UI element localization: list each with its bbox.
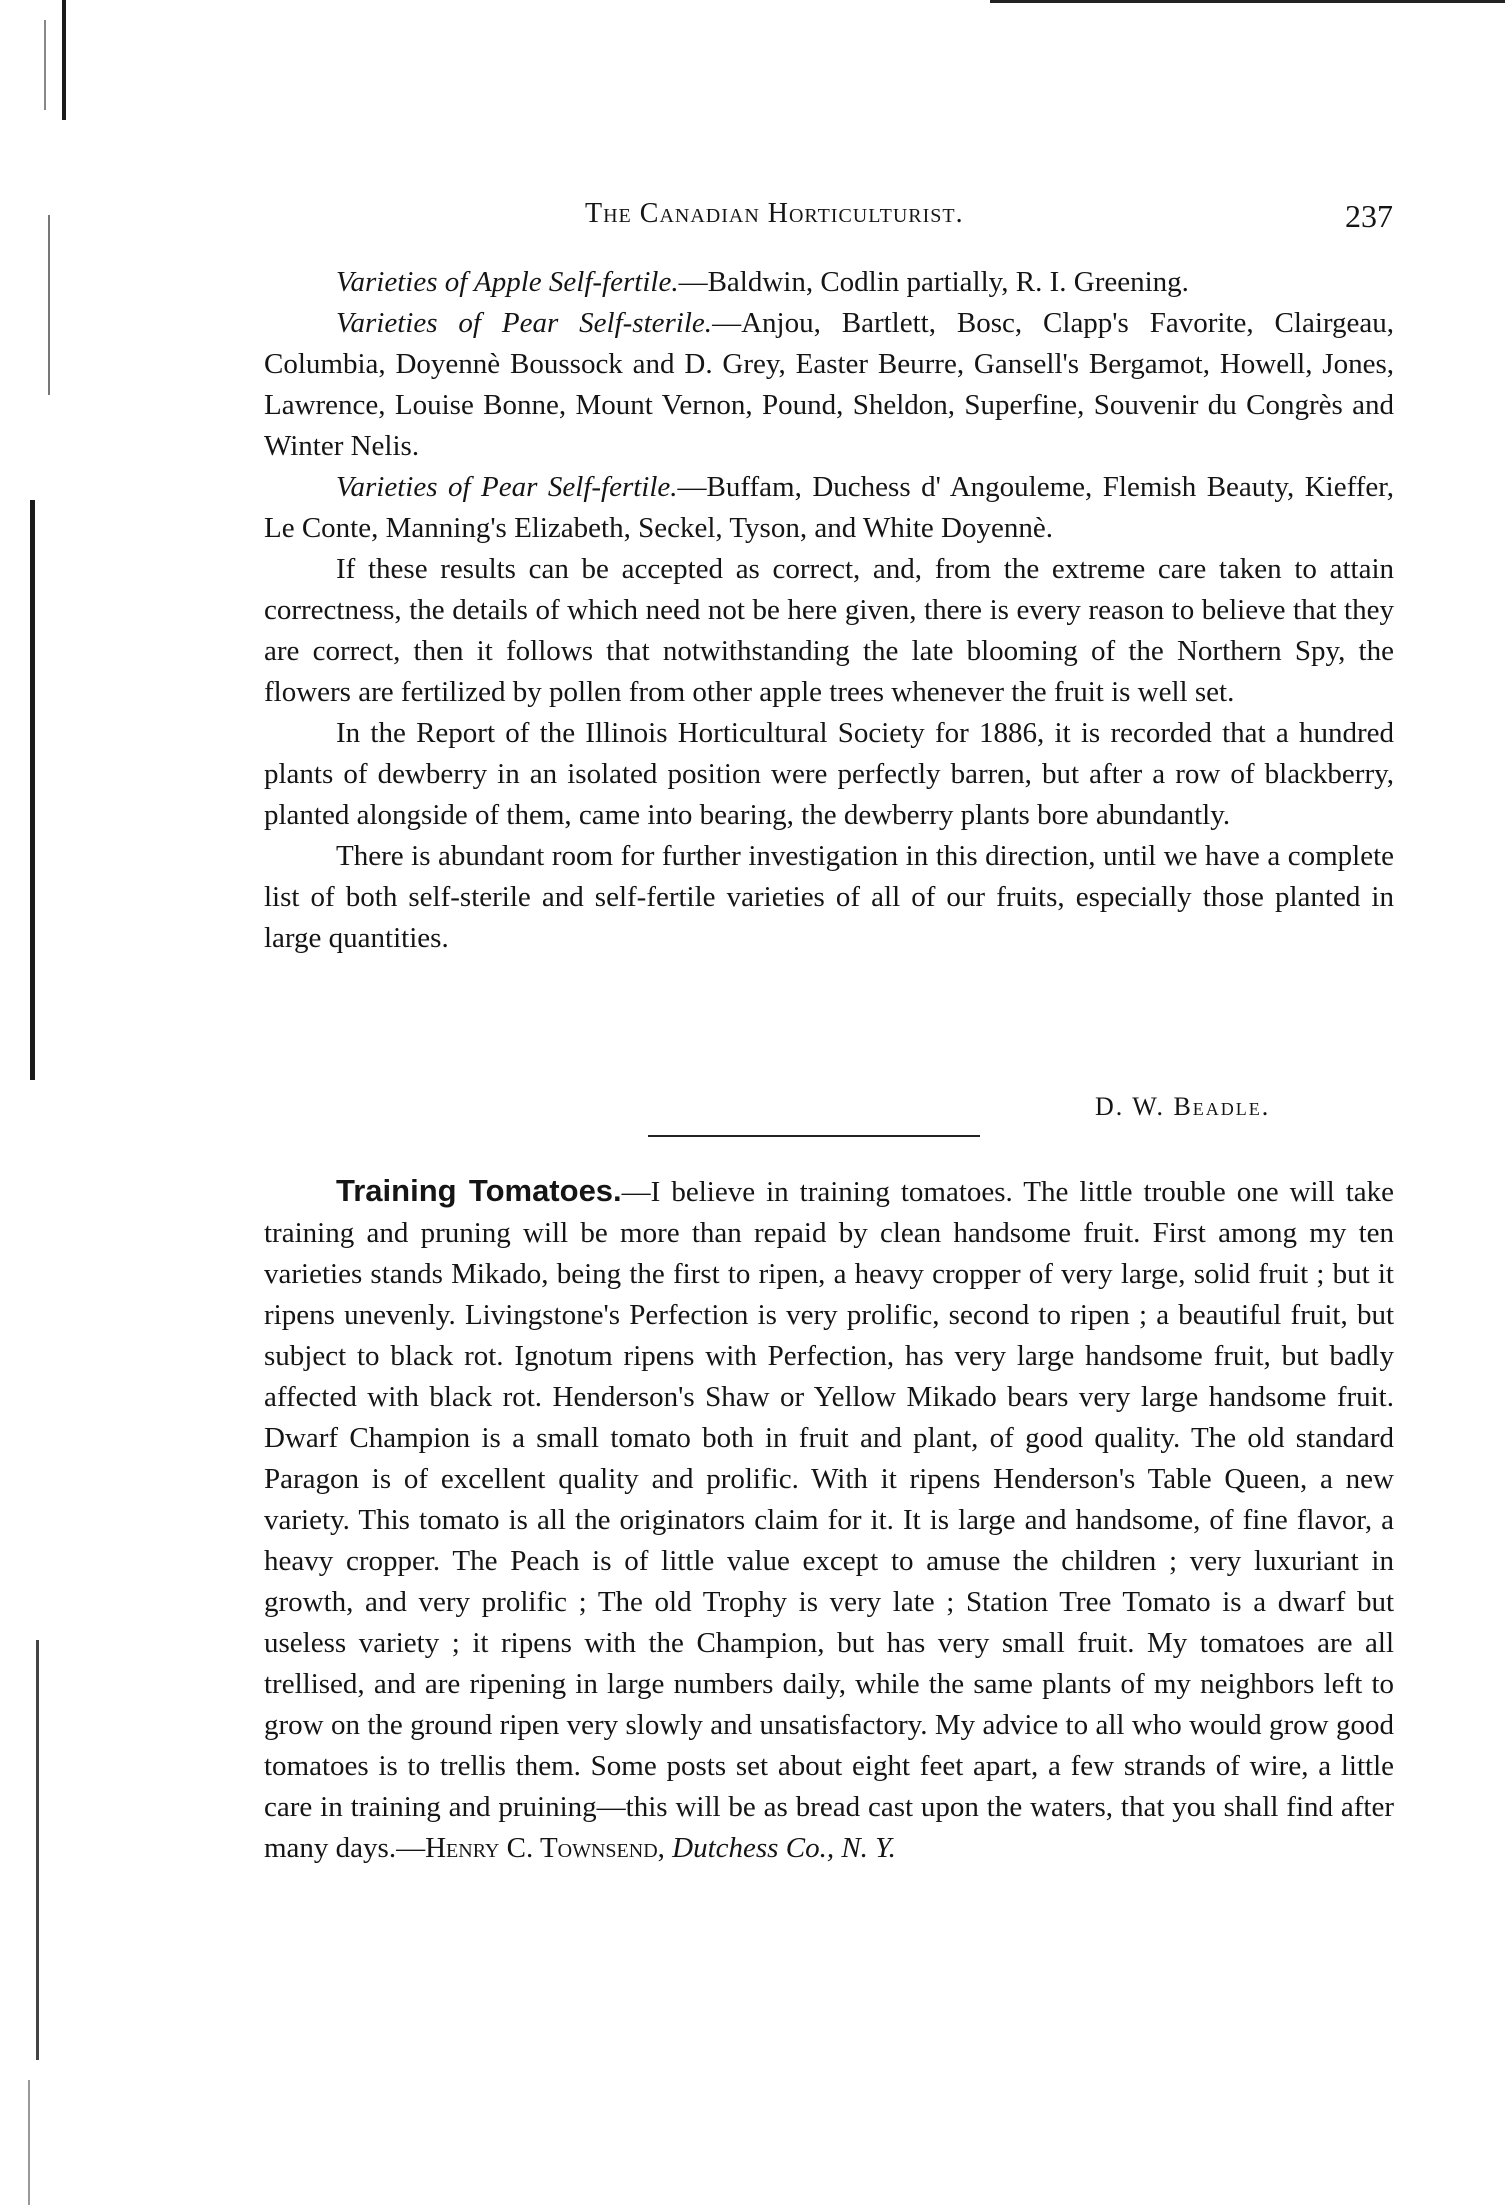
- paragraph-text: In the Report of the Illinois Horticultural Society for 1886, it is recorded that a hundred plants of dewberry in an isolated position were perfectly barren, but after a row of blackberry, planted alongside of them, came into bearing, the dewberry plants bore abundantly.: [264, 717, 1394, 831]
- article-beadle: [264, 262, 1394, 959]
- paragraph-lead: Varieties of Pear Self-sterile.: [336, 307, 713, 339]
- paragraph: [264, 262, 1394, 303]
- page-number: 237: [1345, 198, 1393, 234]
- paragraph-text: —Baldwin, Codlin partially, R. I. Greening.: [678, 266, 1189, 298]
- binding-mark: [44, 20, 46, 110]
- top-edge-rule: [990, 0, 1505, 3]
- paragraph: [264, 713, 1394, 836]
- paragraph-text: —Buffam, Duchess d' Angouleme, Flemish Beauty, Kieffer, Le Conte, Manning's Elizabeth, Seckel, Tyson, and White Doyennè.: [264, 471, 1394, 544]
- paragraph: [264, 549, 1394, 713]
- author-signature: D. W. Beadle.: [1095, 1092, 1271, 1121]
- binding-mark: [30, 500, 35, 1080]
- paragraph-text: —Anjou, Bartlett, Bosc, Clapp's Favorite, Clairgeau, Columbia, Doyennè Boussock and D. Grey, Easter Beurre, Gansell's Bergamot, Howell, Jones, Lawrence, Louise Bonne, Mount Vernon, Pound, Sheldon, Superfine, Souvenir du Congrès and Winter Nelis.: [264, 307, 1395, 462]
- paragraph-lead: Varieties of Apple Self-fertile.: [336, 266, 679, 298]
- running-title: The Canadian Horticulturist.: [585, 198, 964, 229]
- binding-mark: [62, 0, 66, 120]
- paragraph-text: If these results can be accepted as correct, and, from the extreme care taken to attain correctness, the details of which need not be here given, there is every reason to believe that they are correct, then it follows that notwithstanding the late blooming of the Northern Spy, the flowers are fertilized by pollen from other apple trees whenever the fruit is well set.: [264, 553, 1394, 708]
- paragraph: [264, 1170, 1394, 1869]
- binding-mark: [48, 215, 50, 395]
- paragraph-text: There is abundant room for further investigation in this direction, until we have a complete list of both self-sterile and self-fertile varieties of all of our fruits, especially those planted in large quantities.: [264, 840, 1394, 954]
- paragraph-lead: Varieties of Pear Self-fertile.: [336, 471, 678, 503]
- author-name: Henry C. Townsend,: [425, 1832, 665, 1864]
- paragraph: [264, 303, 1394, 467]
- article-heading: Training Tomatoes.: [336, 1173, 622, 1208]
- paragraph-text: —I believe in training tomatoes. The little trouble one will take training and pruning will be more than repaid by clean handsome fruit. First among my ten varieties stands Mikado, being the first to ripen, a heavy cropper of very large, solid fruit ; but it ripens unevenly. Livingstone's Perfection is very prolific, second to ripen ; a beautiful fruit, but subject to black rot. Ignotum ripens with Perfection, has very large handsome fruit, but badly affected with black rot. Henderson's Shaw or Yellow Mikado bears very large handsome fruit. Dwarf Champion is a small tomato both in fruit and plant, of good quality. The old standard Paragon is of excellent quality and prolific. With it ripens Henderson's Table Queen, a new variety. This tomato is all the originators claim for it. It is large and handsome, of fine flavor, a heavy cropper. The Peach is of little value except to amuse the children ; very luxuriant in growth, and very prolific ; The old Trophy is very late ; Station Tree Tomato is a dwarf but useless variety ; it ripens with the Champion, but has very small fruit. My tomatoes are all trellised, and are ripening in large numbers daily, while the same plants of my neighbors left to grow on the ground ripen very slowly and unsatisfactory. My advice to all who would grow good tomatoes is to trellis them. Some posts set about eight feet apart, a few strands of wire, a little care in training and pruining—this will be as bread cast upon the waters, that you shall find after many days.—: [264, 1176, 1394, 1864]
- article-training-tomatoes: [264, 1170, 1394, 1869]
- binding-mark: [36, 1640, 39, 2060]
- author-location: Dutchess Co., N. Y.: [672, 1832, 896, 1864]
- binding-mark: [28, 2080, 30, 2205]
- paragraph: [264, 467, 1394, 549]
- paragraph: [264, 836, 1394, 959]
- section-divider: [648, 1135, 980, 1137]
